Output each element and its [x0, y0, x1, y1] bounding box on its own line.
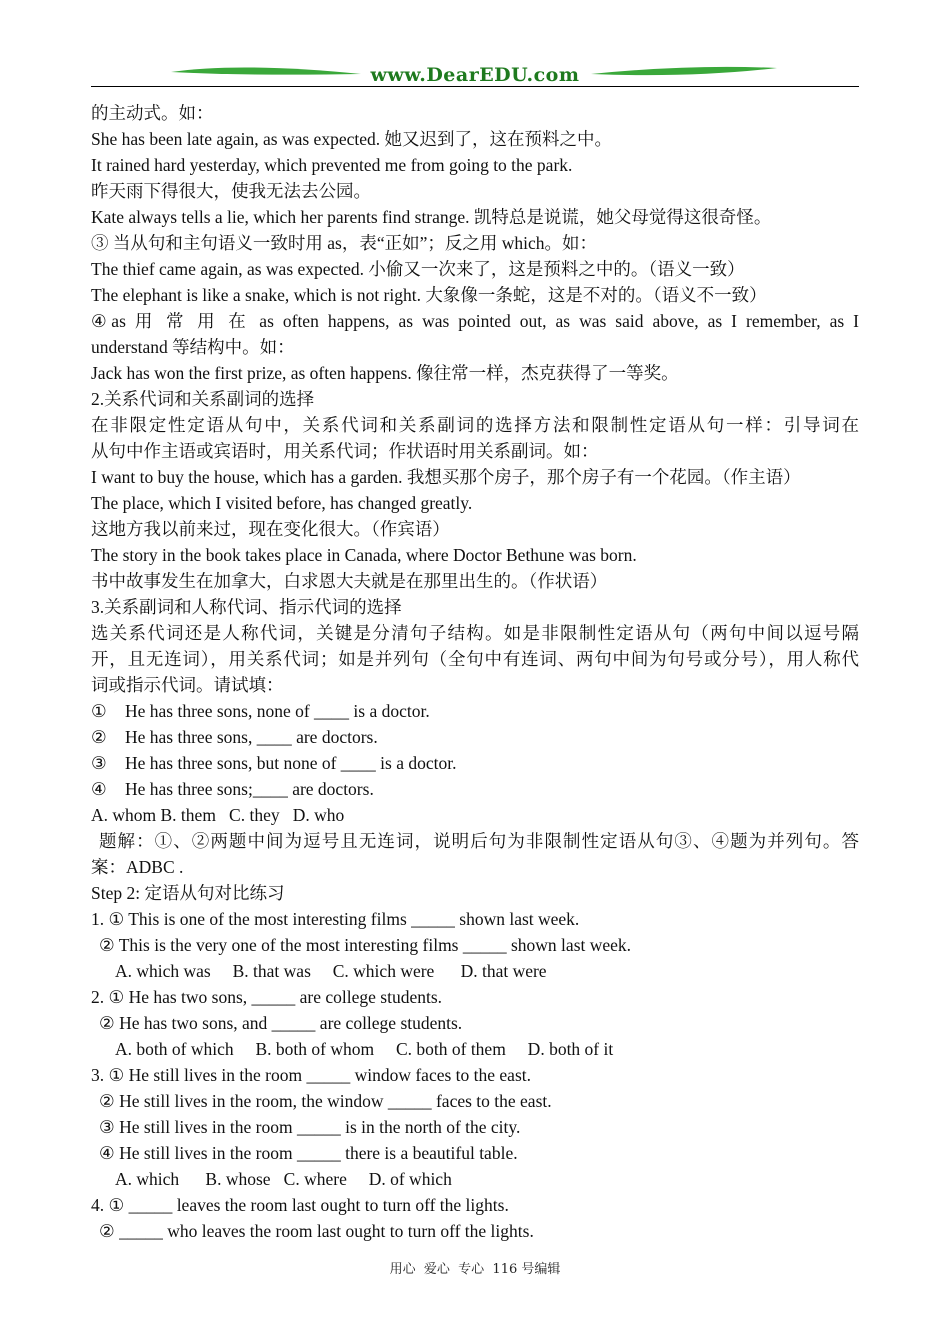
item-number: ② [91, 727, 107, 747]
text-line: I want to buy the house, which has a garden. 我想买那个房子，那个房子有一个花园。（作主语） [91, 467, 801, 487]
text-line: 从句中作主语或宾语时，用关系代词；作状语时用关系副词。如： [91, 441, 599, 461]
text-line: 选关系代词还是人称代词，关键是分清句子结构。如是非限制性定语从句（两句中间以逗号隔 [91, 623, 859, 643]
question-options: A. both of which B. both of whom C. both of them D. both of it [115, 1039, 614, 1059]
site-logo-text: www.DearEDU.com [370, 64, 580, 86]
header-rule [91, 86, 859, 87]
question-line: ③ He still lives in the room _____ is in the north of the city. [99, 1117, 521, 1137]
text-line: The place, which I visited before, has changed greatly. [91, 493, 473, 513]
text-line: Jack has won the first prize, as often happens. 像往常一样，杰克获得了一等奖。 [91, 363, 679, 383]
fill-item [91, 724, 859, 750]
explanation-line: 案：ADBC . [91, 857, 184, 877]
question-line: ② He has two sons, and _____ are college students. [99, 1013, 463, 1033]
text-line: She has been late again, as was expected. 她又迟到了，这在预料之中。 [91, 129, 612, 149]
question-options: A. which was B. that was C. which were D. that were [115, 961, 547, 981]
item-number: ③ [91, 753, 107, 773]
fill-item [91, 776, 859, 802]
text-line: 的主动式。如： [91, 103, 214, 123]
question-line: ② This is the very one of the most interesting films _____ shown last week. [99, 935, 632, 955]
section-heading: 2.关系代词和关系副词的选择 [91, 389, 315, 409]
text-line: 书中故事发生在加拿大，白求恩大夫就是在那里出生的。（作状语） [91, 571, 608, 591]
item-number: ① [91, 701, 107, 721]
item-text: He has three sons, none of ____ is a doctor. [125, 701, 430, 721]
fill-item [91, 750, 859, 776]
text-line: The elephant is like a snake, which is not right. 大象像一条蛇，这是不对的。（语义不一致） [91, 285, 767, 305]
document-body [91, 100, 859, 1244]
text-line: 这地方我以前来过，现在变化很大。（作宾语） [91, 519, 450, 539]
text-line: ④as 用 常 用 在 as often happens, as was pointed out, as was said above, as I remember, as I [91, 311, 859, 331]
explanation-line: 题解：①、②两题中间为逗号且无连词，说明后句为非限制性定语从句③、④题为并列句。答 [99, 831, 859, 851]
text-line: 在非限定性定语从句中，关系代词和关系副词的选择方法和限制性定语从句一样：引导词在 [91, 415, 859, 435]
page-footer: 用心 爱心 专心 116 号编辑 [389, 1262, 561, 1277]
question-line: 2. ① He has two sons, _____ are college students. [91, 987, 443, 1007]
text-line: understand 等结构中。如： [91, 337, 295, 357]
text-line: 开，且无连词），用关系代词；如是并列句（全句中有连词、两句中间为句号或分号），用人称代 [91, 649, 859, 669]
text-line: 昨天雨下得很大，使我无法去公园。 [91, 181, 371, 201]
text-line: 词或指示代词。请试填： [91, 675, 284, 695]
question-options: A. which B. whose C. where D. of which [115, 1169, 452, 1189]
question-line: ② He still lives in the room, the window _____ faces to the east. [99, 1091, 552, 1111]
item-text: He has three sons, ____ are doctors. [125, 727, 378, 747]
text-line: The story in the book takes place in Canada, where Doctor Bethune was born. [91, 545, 637, 565]
item-text: He has three sons, but none of ____ is a doctor. [125, 753, 457, 773]
text-line: Kate always tells a lie, which her parents find strange. 凯特总是说谎，她父母觉得这很奇怪。 [91, 207, 772, 227]
fill-item [91, 698, 859, 724]
question-line: ④ He still lives in the room _____ there is a beautiful table. [99, 1143, 518, 1163]
question-line: 4. ① _____ leaves the room last ought to turn off the lights. [91, 1195, 509, 1215]
question-line: 3. ① He still lives in the room _____ window faces to the east. [91, 1065, 531, 1085]
fill-options: A. whom B. them C. they D. who [91, 805, 345, 825]
step2-title: Step 2: 定语从句对比练习 [91, 883, 285, 903]
text-line: The thief came again, as was expected. 小偷又一次来了，这是预料之中的。（语义一致） [91, 259, 745, 279]
question-line: 1. ① This is one of the most interesting films _____ shown last week. [91, 909, 580, 929]
question-line: ② _____ who leaves the room last ought to turn off the lights. [99, 1221, 534, 1241]
item-number: ④ [91, 779, 107, 799]
text-line: It rained hard yesterday, which prevented me from going to the park. [91, 155, 573, 175]
item-text: He has three sons;____ are doctors. [125, 779, 374, 799]
section-heading: 3.关系副词和人称代词、指示代词的选择 [91, 597, 402, 617]
text-line: ③ 当从句和主句语义一致时用 as，表“正如”；反之用 which。如： [91, 233, 598, 253]
